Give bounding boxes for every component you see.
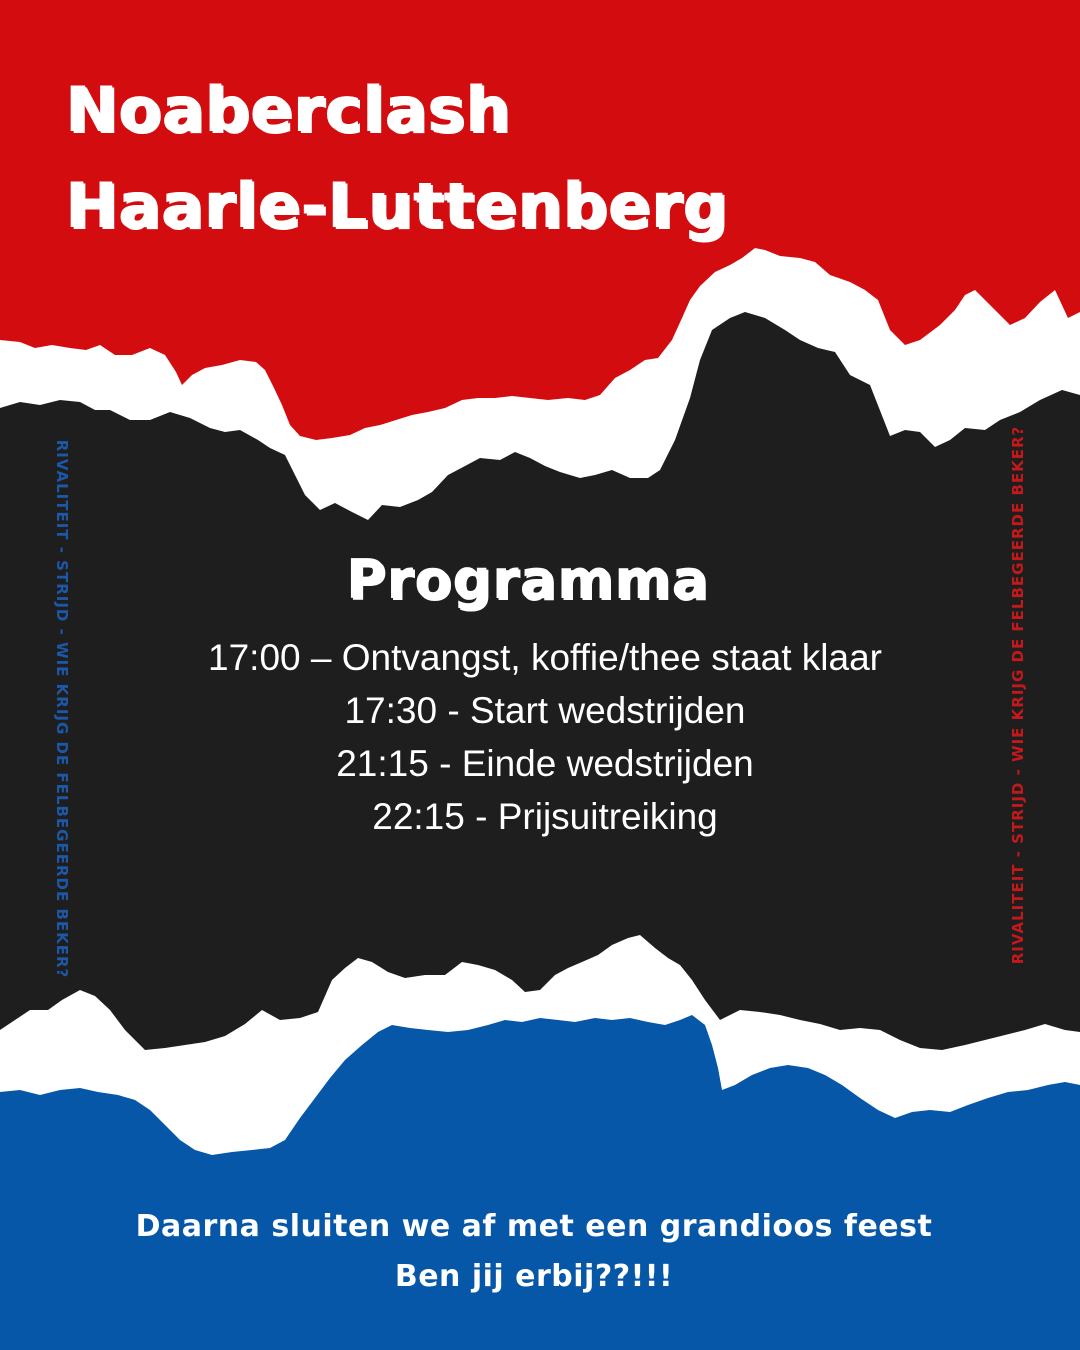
side-slogan-left: RIVALITEIT - STRIJD - WIE KRIJG DE FELBEGEERDE BEKER?: [53, 439, 71, 979]
side-slogan-right: RIVALITEIT - STRIJD - WIE KRIJG DE FELBEGEERDE BEKER?: [1009, 425, 1027, 965]
schedule-item: 17:00 – Ontvangst, koffie/thee staat klaar: [208, 637, 882, 678]
schedule-item: 22:15 - Prijsuitreiking: [372, 796, 718, 837]
schedule-item: 17:30 - Start wedstrijden: [344, 690, 746, 731]
event-title-line-2: Haarle-Luttenberg: [66, 169, 729, 242]
program-schedule: [0, 631, 1080, 843]
footer-line-2: Ben jij erbij??!!!: [394, 1259, 674, 1294]
event-title: [66, 62, 729, 254]
footer-line-1: Daarna sluiten we af met een grandioos feest: [135, 1209, 933, 1244]
footer-message: [0, 1202, 1068, 1302]
schedule-item: 21:15 - Einde wedstrijden: [336, 743, 754, 784]
event-title-line-1: Noaberclash: [66, 73, 512, 146]
program-heading: Programma: [345, 548, 709, 611]
